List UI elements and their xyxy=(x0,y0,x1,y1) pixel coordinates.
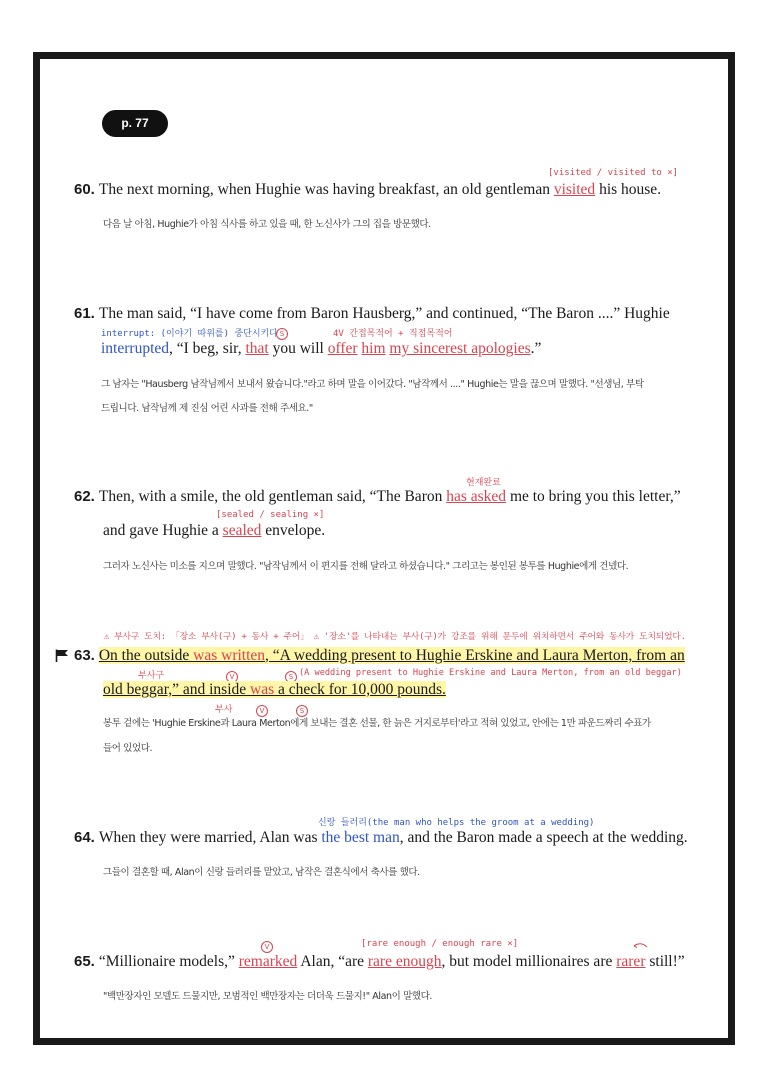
sentence-61-line2: interrupted, “I beg, sir, that you will offer him my sincerest apologies.” xyxy=(101,340,542,357)
note-inversion-warning: ⚠ 부사구 도치: 「장소 부사(구) + 동사 + 주어」 ⚠ '장소'를 나타내는 부사(구)가 강조를 위해 문두에 위치하면서 주어와 동사가 도치되었다. xyxy=(104,632,686,642)
note-best-man: 신랑 들러리(the man who helps the groom at a wedding) xyxy=(318,818,595,828)
note-interrupt: interrupt: (이야기 따위를) 중단시키다 xyxy=(101,329,278,339)
note-4v: 4V 간접목적어 + 직접목적어 xyxy=(333,329,453,339)
note-subject-mark: S xyxy=(285,668,297,686)
flag-icon xyxy=(55,649,69,662)
sentence-number: 65. xyxy=(74,953,95,970)
sentence-61-line1: 61. The man said, “I have come from Baron Hausberg,” and continued, “The Baron ....” Hughie xyxy=(74,305,670,322)
note-sealed: [sealed / sealing ×] xyxy=(216,510,325,520)
sentence-62-line2: and gave Hughie a sealed envelope. xyxy=(103,522,326,539)
translation-61-line1: 그 남자는 "Hausberg 남작님께서 보내서 왔습니다."라고 하며 말을 이어갔다. "남작께서 ...." Hughie는 말을 끊으며 말했다. "선생님, 부탁 xyxy=(101,379,644,390)
translation-63-line1: 봉투 겉에는 'Hughie Erskine과 Laura Merton에게 보내는 결혼 선물, 한 늙은 거지로부터'라고 적혀 있었고, 안에는 1만 파운드짜리 수표가 xyxy=(103,718,651,729)
sentence-63-line2: old beggar,” and inside was a check for 10,000 pounds. xyxy=(103,681,446,698)
note-verb-mark: V xyxy=(226,668,238,686)
sentence-60 xyxy=(74,181,661,199)
translation-64: 그들이 결혼할 때, Alan이 신랑 들러리를 맡았고, 남작은 결혼식에서 축사를 했다. xyxy=(103,867,420,878)
sentence-number: 60. xyxy=(74,181,95,198)
translation-63-line2: 들어 있었다. xyxy=(103,743,153,754)
note-rare-enough: [rare enough / enough rare ×] xyxy=(361,939,519,949)
page-frame xyxy=(33,52,735,1045)
sentence-62-line1: 62. Then, with a smile, the old gentleman said, “The Baron has asked me to bring you this letter,” xyxy=(74,488,681,505)
note-visited: [visited / visited to ×] xyxy=(548,168,679,178)
note-adverb: 부사 xyxy=(215,705,233,715)
translation-65: "백만장자인 모델도 드물지만, 모범적인 백만장자는 더더욱 드물지!" Alan이 말했다. xyxy=(103,991,433,1002)
translation-62: 그러자 노신사는 미소를 지으며 말했다. "남작님께서 이 편지를 전해 달라고 하셨습니다." 그리고는 봉인된 봉투를 Hughie에게 건넸다. xyxy=(103,561,629,572)
sentence-number: 64. xyxy=(74,829,95,846)
note-verb-mark: V xyxy=(256,702,268,720)
sentence-text: The next morning, when Hughie was having breakfast, an old gentleman visited his house. xyxy=(98,181,662,198)
sentence-65: 65. “Millionaire models,” remarked Alan, “are rare enough, but model millionaires are rarer still!” xyxy=(74,953,685,970)
note-subject-mark: S xyxy=(296,702,308,720)
sentence-number: 62. xyxy=(74,488,95,505)
page-label: p. 77 xyxy=(102,110,168,137)
note-subject-content: (A wedding present to Hughie Erskine and Laura Merton, from an old beggar) xyxy=(299,668,682,678)
sentence-number: 61. xyxy=(74,305,95,322)
sentence-64: 64. When they were married, Alan was the best man, and the Baron made a speech at the wedding. xyxy=(74,829,688,846)
note-verb-mark: V xyxy=(261,938,273,956)
curved-arrow-icon xyxy=(632,941,648,949)
note-subject-mark: S xyxy=(276,325,288,343)
translation-60: 다음 날 아침, Hughie가 아침 식사를 하고 있을 때, 한 노신사가 그의 집을 방문했다. xyxy=(103,219,431,230)
sentence-63-line1: 63. On the outside was written, “A wedding present to Hughie Erskine and Laura Merton, from an xyxy=(74,647,685,664)
sentence-number: 63. xyxy=(74,647,95,664)
note-present-perfect: 현재완료 xyxy=(466,478,501,488)
translation-61-line2: 드립니다. 남작님께 제 진심 어린 사과를 전해 주세요." xyxy=(101,403,313,414)
note-adverb-phrase: 부사구 xyxy=(138,671,165,681)
